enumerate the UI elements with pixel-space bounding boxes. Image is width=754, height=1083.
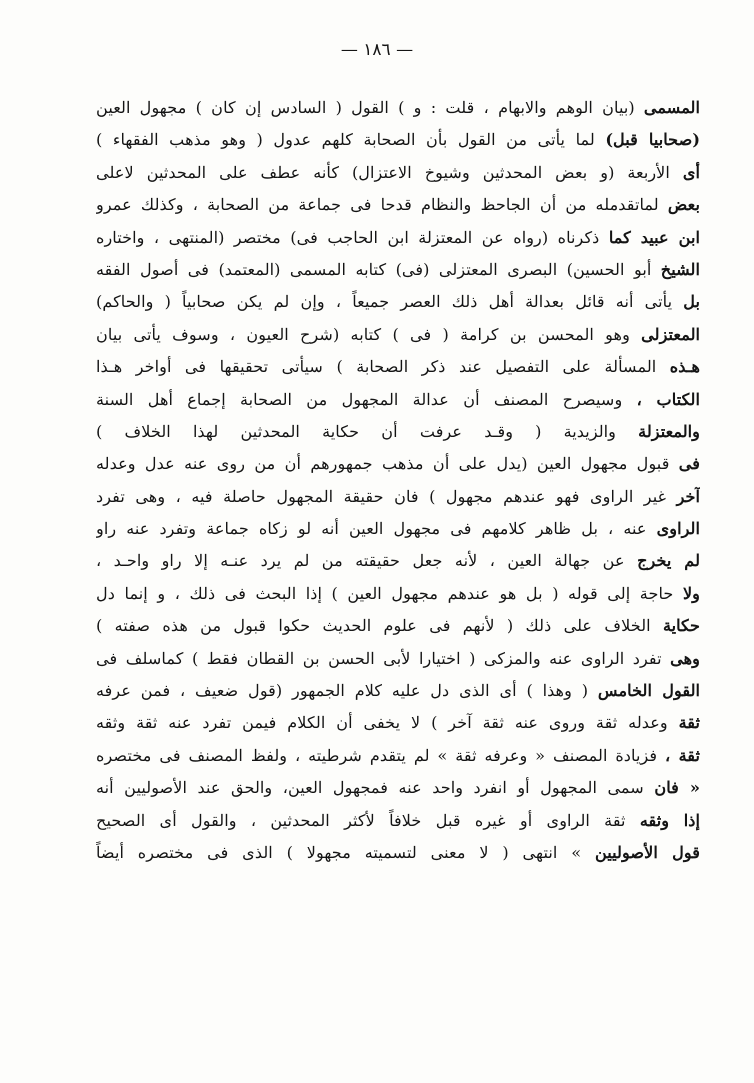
line-lead-word: (صحابيا قبل) [605, 130, 700, 150]
line-text: عن جهالة العين ، لأنه جعل حقيقته من لم يرد عنـه إلا راو واحـد ، [96, 551, 638, 571]
line-text: لماتقدمله من أن الجاحظ والنظام قدحا فى جماعة من الصحابة ، وكذلك عمرو [96, 195, 668, 215]
line-lead-word: قول الأصوليين [594, 842, 700, 862]
line-lead-word: ثقة ، [665, 745, 700, 765]
line-lead-word: المعتزلى [641, 324, 700, 344]
text-line [96, 416, 700, 448]
body-text [96, 92, 700, 869]
line-text: وهو المحسن بن كرامة ( فى ) كتابه (شرح العيون ، وسوف يأتى بيان [96, 324, 642, 344]
line-lead-word: إذا وثقه [639, 810, 700, 830]
line-text: عنه ، بل ظاهر كلامهم فى مجهول العين أنه لو زكاه جماعة وتفرد عنه راو [96, 519, 657, 539]
line-text: أبو الحسين) البصرى المعتزلى (فى) كتابه المسمى (المعتمد) فى أصول الفقه [96, 259, 661, 279]
line-lead-word: الراوى [656, 519, 700, 539]
text-line [96, 513, 700, 545]
line-text: وسيصرح المصنف أن عدالة المجهول من الصحابة إجماع أهل السنة [96, 389, 637, 409]
line-lead-word: بعض [667, 195, 700, 215]
text-line [96, 92, 700, 124]
line-text: يأتى أنه قائل بعدالة أهل ذلك العصر جميعاً ، وإن لم يكن صحابياً ( والحاكم) [96, 292, 684, 312]
line-lead-word: حكاية [662, 616, 700, 636]
line-lead-word: وهى [670, 648, 700, 668]
line-lead-word: الكتاب ، [636, 389, 700, 409]
text-line [96, 545, 700, 577]
text-line [96, 578, 700, 610]
line-text: المسألة على التفصيل عند ذكر الصحابة ) سيأتى تحقيقها فى أواخر هـذا [96, 357, 670, 377]
text-line [96, 610, 700, 642]
line-lead-word: هـذه [669, 357, 700, 377]
line-text: وعدله ثقة وروى عنه ثقة آخر ) لا يخفى أن الكلام فيمن تفرد عنه ثقة وثقه [96, 713, 679, 733]
text-line [96, 319, 700, 351]
text-line [96, 384, 700, 416]
line-lead-word: ثقة [678, 713, 700, 733]
line-lead-word: فى [678, 454, 700, 474]
line-lead-word: بل [683, 292, 700, 312]
line-text: سمى المجهول أو انفرد واحد عنه فمجهول العين، والحق عند الأصوليين أنه [96, 778, 655, 798]
line-lead-word: لم يخرج [637, 551, 700, 571]
line-lead-word: المسمى [643, 98, 700, 117]
line-text: الخلاف على ذلك ( لأنهم فى علوم الحديث حكوا قبول من هذه صفته ) [96, 616, 663, 636]
line-text: تفرد الراوى عنه والمزكى ( اختيارا لأبى الحسن بن القطان فقط ) كماسلف فى [96, 648, 671, 668]
line-text: فزيادة المصنف « وعرفه ثقة » لم يتقدم شرطيته ، ولفظ المصنف فى مختصره [96, 745, 666, 765]
line-text: (بيان الوهم والابهام ، قلت : و ) القول ( السادس إن كان ) مجهول العين [96, 98, 644, 117]
text-line [96, 222, 700, 254]
text-line [96, 351, 700, 383]
line-text: » انتهى ( لا معنى لتسميته مجهولا ) الذى فى مختصره أيضاً [96, 842, 595, 862]
text-line [96, 254, 700, 286]
line-lead-word: « فان [654, 778, 700, 798]
text-line [96, 157, 700, 189]
line-lead-word: القول الخامس [597, 681, 700, 701]
text-line [96, 189, 700, 221]
line-lead-word: والمعتزلة [638, 421, 700, 441]
text-line [96, 481, 700, 513]
line-lead-word: ابن عبيد كما [608, 227, 700, 247]
text-line [96, 124, 700, 156]
line-text: غير الراوى فهو عندهم مجهول ) فان حقيقة المجهول حاصلة فيه ، وهى تفرد [96, 486, 677, 506]
line-text: ذكرناه (رواه عن المعتزلة ابن الحاجب فى) مختصر (المنتهى ، واختاره [96, 227, 609, 247]
line-text: قبول مجهول العين (يدل على أن مذهب جمهورهم أن من روى عنه عدل وعدله [96, 454, 679, 474]
line-lead-word: الشيخ [660, 259, 700, 279]
text-line [96, 805, 700, 837]
line-lead-word: ولا [682, 583, 700, 603]
line-text: لما يأتى من القول بأن الصحابة كلهم عدول ( وهو مذهب الفقهاء ) [96, 130, 606, 150]
text-line [96, 643, 700, 675]
line-text: الأربعة (و بعض المحدثين وشيوخ الاعتزال) كأنه عطف على المحدثين لاعلى [96, 162, 683, 182]
page-number: — ١٨٦ — [340, 40, 414, 60]
text-line [96, 772, 700, 804]
line-text: حاجة إلى قوله ( بل هو عندهم مجهول العين ) إذا البحث فى ذلك ، و إنما دل [96, 583, 683, 603]
text-line [96, 286, 700, 318]
text-line [96, 707, 700, 739]
line-lead-word: آخر [676, 486, 700, 506]
text-line [96, 740, 700, 772]
text-line [96, 837, 700, 869]
line-text: ثقة الراوى أو غيره قبل خلافاً لأكثر المحدثين ، والقول أى الصحيح [96, 810, 640, 830]
line-text: والزيدية ( وقـد عرفت أن حكاية المحدثين لهذا الخلاف ) [96, 421, 639, 441]
text-line [96, 448, 700, 480]
line-lead-word: أى [682, 162, 700, 182]
text-line [96, 675, 700, 707]
line-text: ( وهذا ) أى الذى دل عليه كلام الجمهور (قول ضعيف ، فمن عرفه [96, 681, 598, 701]
